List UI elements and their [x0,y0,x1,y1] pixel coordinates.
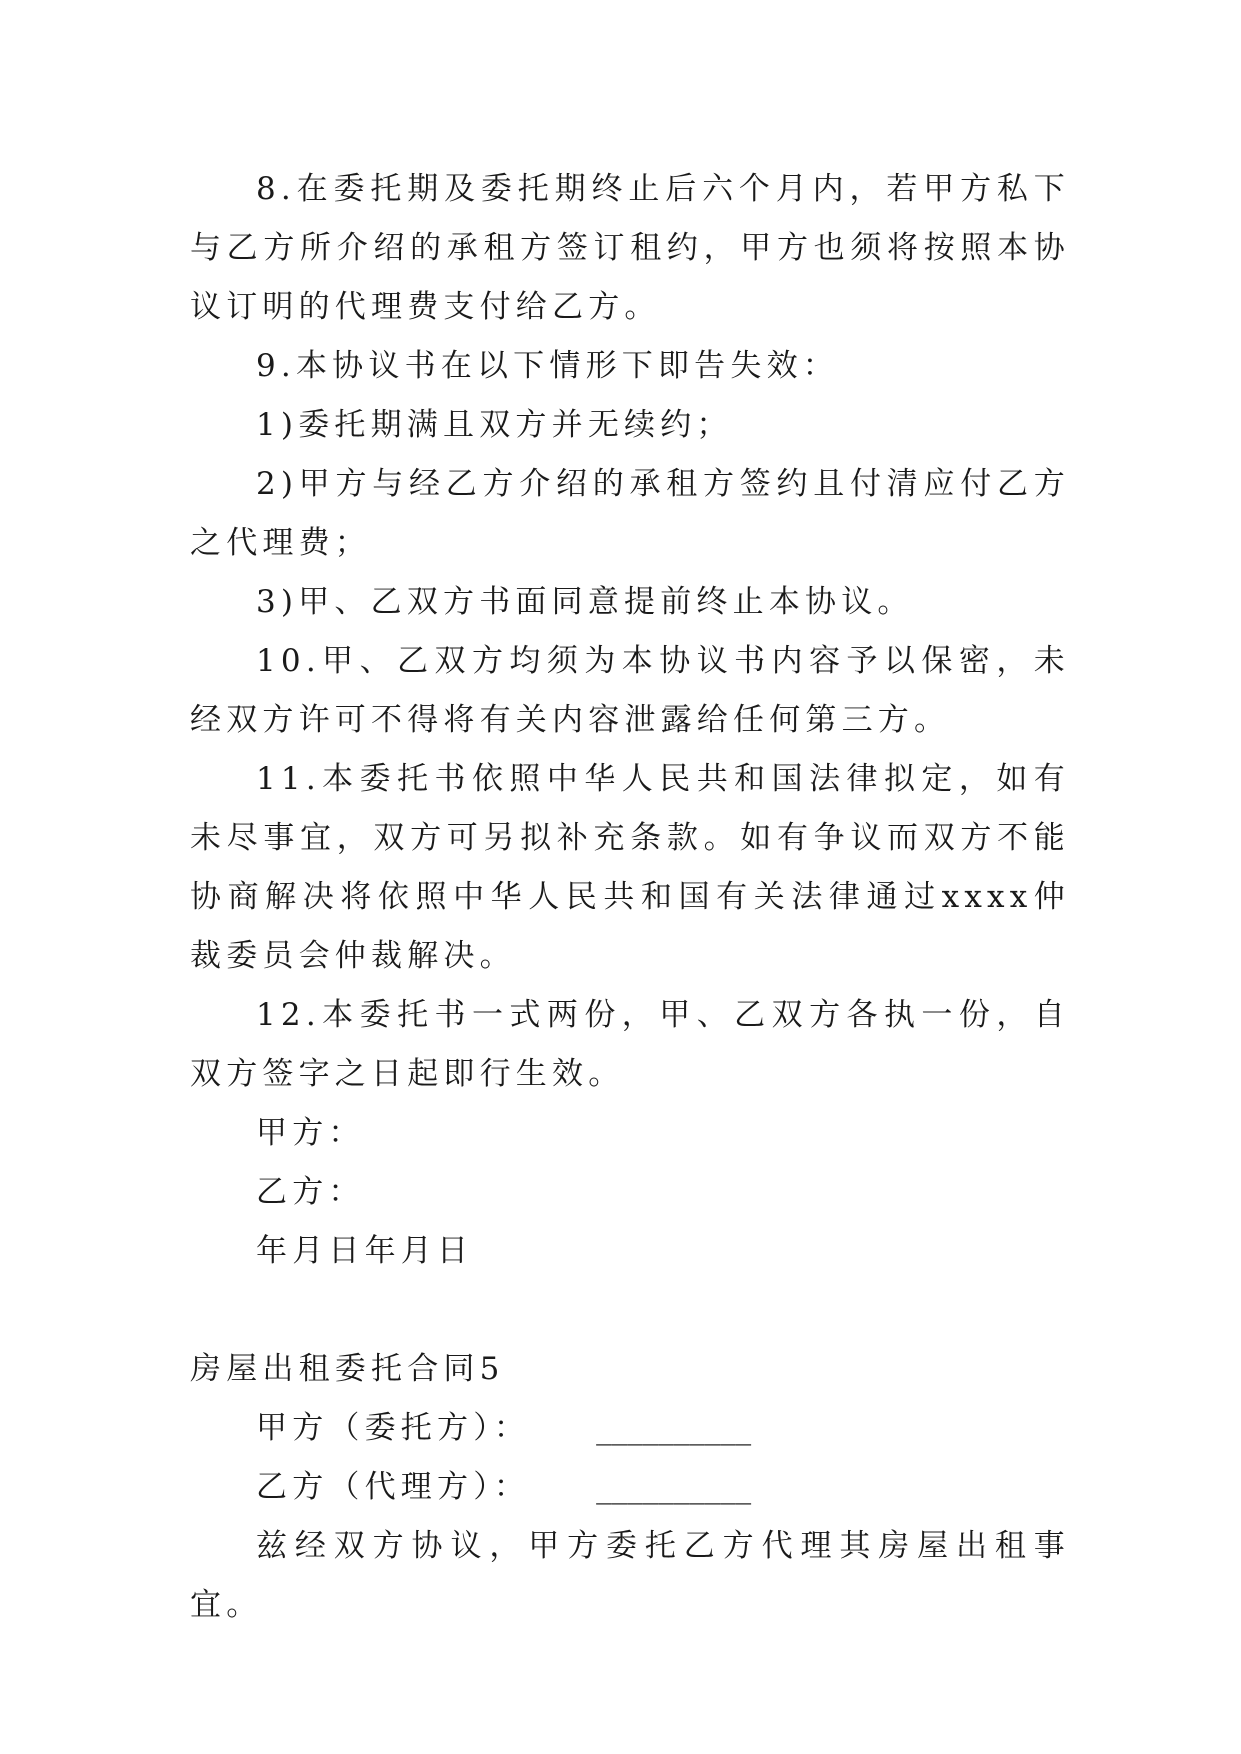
clause-9-item-1: 1)委托期满且双方并无续约； [256,407,733,443]
clause-9-item-2: 2)甲方与经乙方介绍的承租方签约且付清应付乙方之代理费； [190,466,1070,561]
signature-party-a: 甲方： [256,1115,365,1151]
party-a-blank: __________ [596,1410,752,1446]
signature-dates: 年月日年月日 [256,1233,474,1269]
party-a-line [190,1399,1070,1458]
document-page [190,160,1070,1635]
contract-intro: 兹经双方协议，甲方委托乙方代理其房屋出租事宜。 [190,1528,1070,1623]
clause-8: 8.在委托期及委托期终止后六个月内，若甲方私下与乙方所介绍的承租方签订租约，甲方也须将按照本协议订明的代理费支付给乙方。 [190,171,1070,325]
contract-title: 房屋出租委托合同5 [190,1351,505,1387]
clause-10: 10.甲、乙双方均须为本协议书内容予以保密，未经双方许可不得将有关内容泄露给任何第三方。 [190,643,1070,738]
party-b-label: 乙方（代理方）： [256,1469,531,1505]
clause-11: 11.本委托书依照中华人民共和国法律拟定，如有未尽事宜，双方可另拟补充条款。如有争议而双方不能协商解决将依照中华人民共和国有关法律通过xxxx仲裁委员会仲裁解决。 [190,761,1070,974]
party-b-line [190,1458,1070,1517]
clause-12: 12.本委托书一式两份，甲、乙双方各执一份，自双方签字之日起即行生效。 [190,997,1070,1092]
party-a-label: 甲方（委托方）： [256,1410,531,1446]
clause-9-item-3: 3)甲、乙双方书面同意提前终止本协议。 [256,584,914,620]
clause-9: 9.本协议书在以下情形下即告失效： [256,348,839,384]
signature-party-b: 乙方： [256,1174,365,1210]
party-b-blank: __________ [596,1469,752,1505]
